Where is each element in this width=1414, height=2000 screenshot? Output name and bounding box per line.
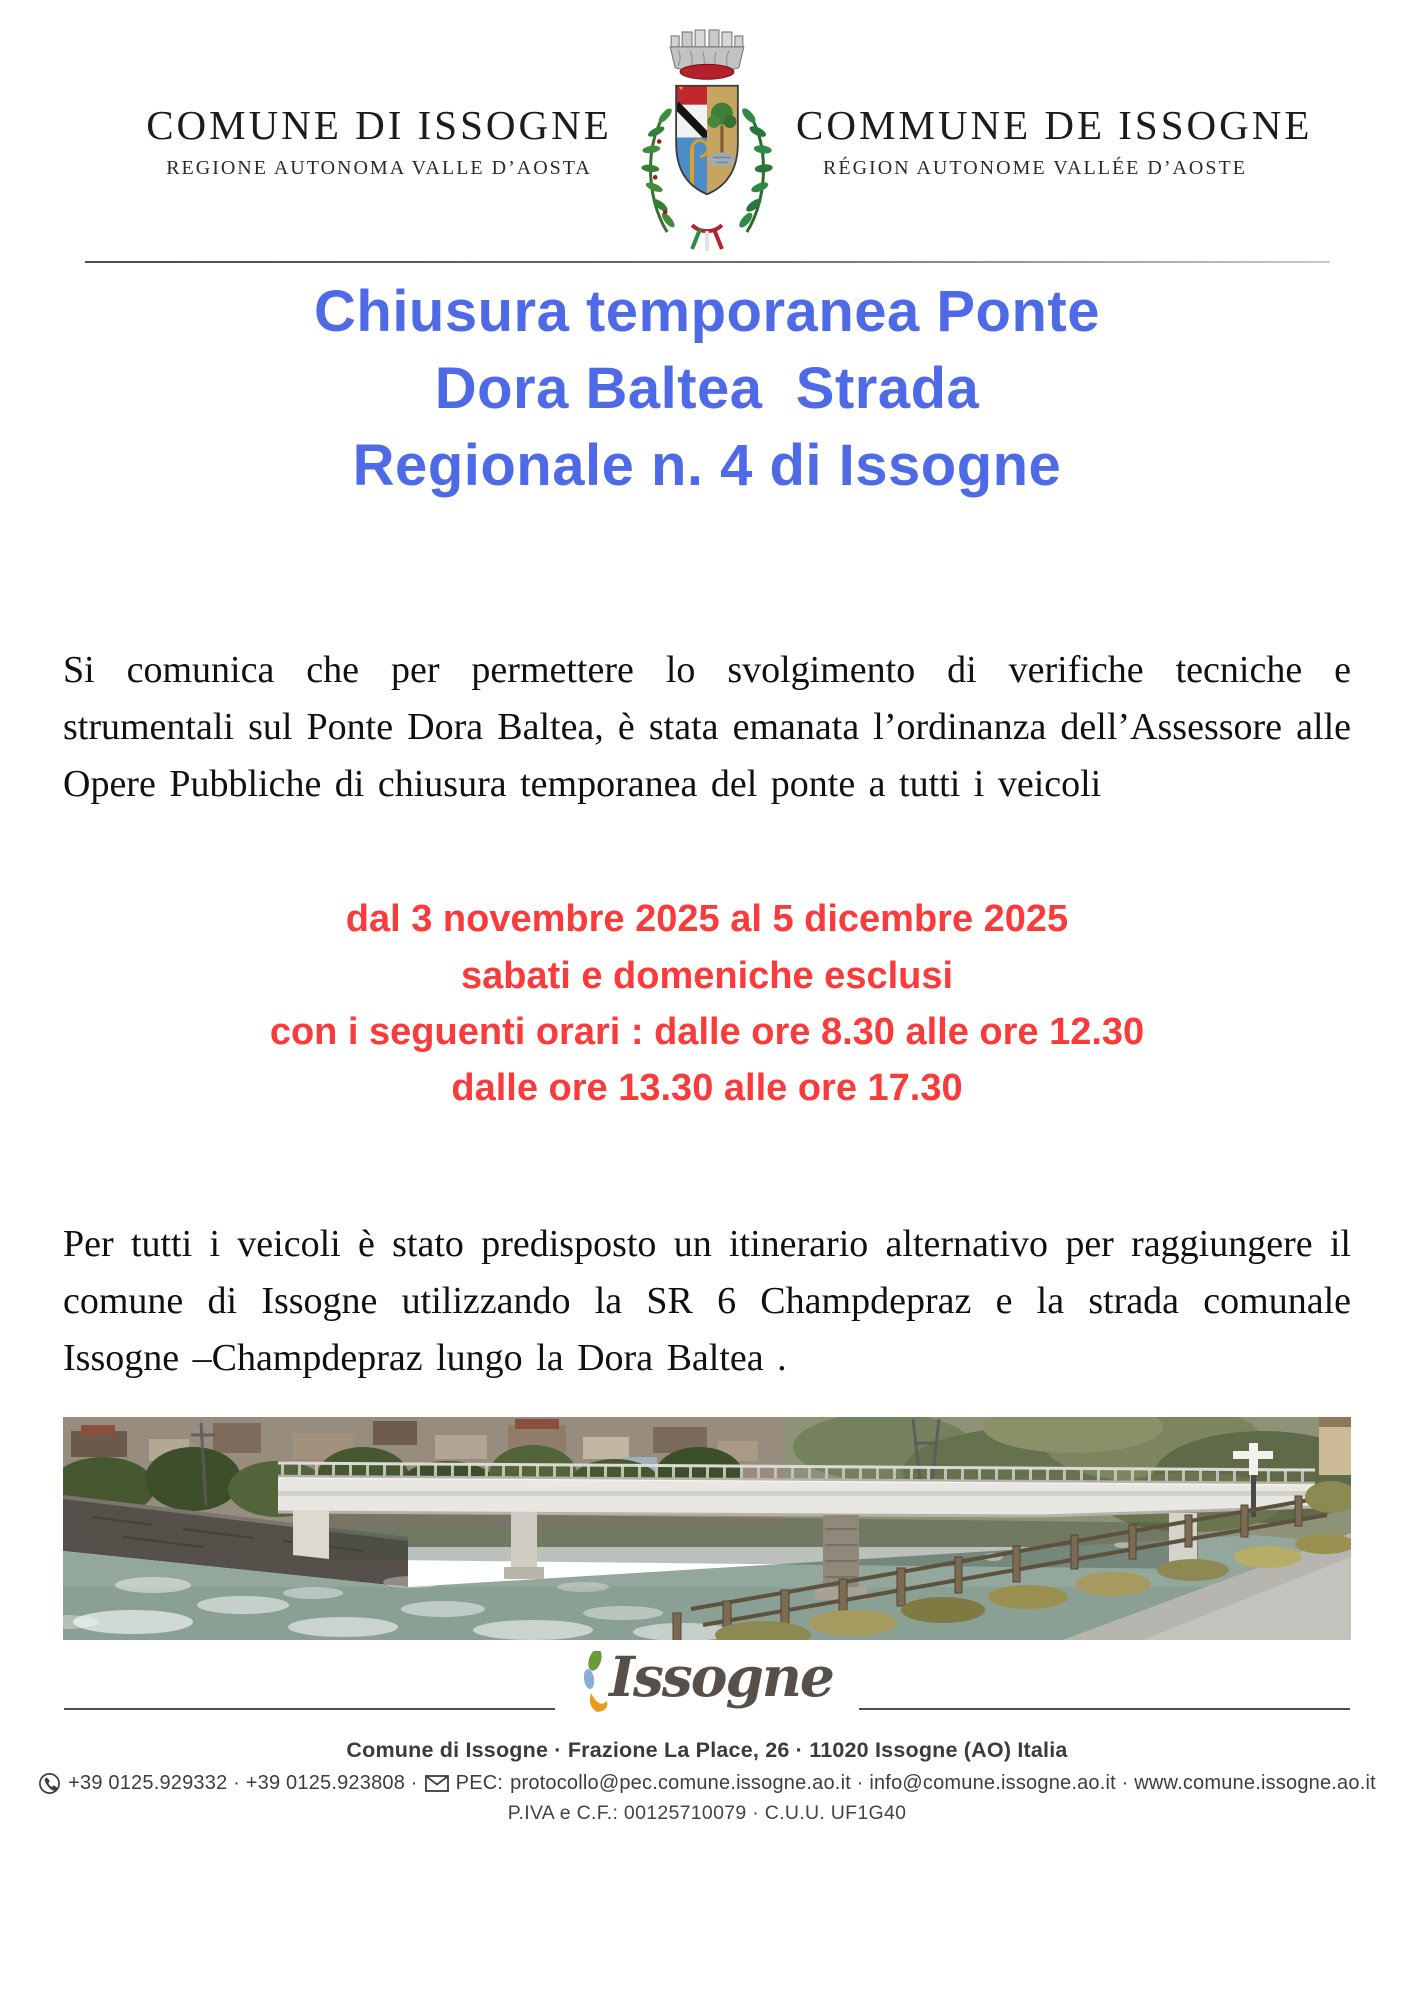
- region-subtitle-fr: RÉGION AUTONOME VALLÉE D’AOSTE: [823, 157, 1247, 179]
- commune-title-fr: COMMUNE DE ISSOGNE: [796, 102, 1313, 148]
- bridge-photo: [63, 1417, 1351, 1640]
- footer-logo-row: [0, 1646, 1414, 1730]
- header-italian-block: [140, 101, 618, 180]
- footer-fiscal-codes: P.IVA e C.F.: 00125710079 · C.U.U. UF1G40: [507, 1802, 907, 1825]
- footer-address: Comune di Issogne · Frazione La Place, 26 · 11020 Issogne (AO) Italia: [346, 1738, 1068, 1763]
- envelope-icon: [425, 1775, 449, 1792]
- footer-email-website: protocollo@pec.comune.issogne.ao.it · info@comune.issogne.ao.it · www.comune.issogne.ao.it: [510, 1772, 1376, 1795]
- schedule-exclusions: sabati e domeniche esclusi: [460, 954, 954, 997]
- closure-schedule: [0, 891, 1414, 1116]
- notice-paragraph-1: Si comunica che per permettere lo svolgimento di verifiche tecniche e strumentali sul Ponte Dora Baltea, è stata emanata l’ordinanza dell’Assessore alle Opere Pubbliche di chiusura temporanea del ponte a tutti i veicoli: [63, 649, 1351, 806]
- notice-paragraph-2: Per tutti i veicoli è stato predisposto un itinerario alternativo per raggiungere il comune di Issogne utilizzando la SR 6 Champdepraz e la strada comunale Issogne –Champdepraz lungo la Dora Baltea .: [63, 1223, 1351, 1380]
- notice-title-line-1: Chiusura temporanea Ponte: [314, 279, 1100, 344]
- schedule-dates: dal 3 novembre 2025 al 5 dicembre 2025: [345, 898, 1069, 941]
- header-french-block: [796, 101, 1313, 180]
- comune-title-it: COMUNE DI ISSOGNE: [146, 102, 612, 148]
- footer-contacts: [0, 1772, 1414, 1795]
- municipal-header: [0, 0, 1414, 255]
- footer-phones: +39 0125.929332 · +39 0125.923808 ·: [68, 1772, 418, 1795]
- coat-of-arms-icon: [632, 26, 782, 255]
- notice-title-line-2: Dora Baltea Strada: [434, 356, 980, 422]
- issogne-logo: [555, 1644, 859, 1727]
- issogne-logo-text: Issogne: [609, 1644, 833, 1710]
- schedule-hours-morning: con i seguenti orari : dalle ore 8.30 alle ore 12.30: [269, 1010, 1145, 1053]
- notice-title: [0, 273, 1414, 504]
- phone-icon: [38, 1772, 61, 1795]
- schedule-hours-afternoon: dalle ore 13.30 alle ore 17.30: [451, 1067, 963, 1110]
- notice-title-line-3: Regionale n. 4 di Issogne: [352, 433, 1062, 499]
- region-subtitle-it: REGIONE AUTONOMA VALLE D’AOSTA: [166, 157, 592, 179]
- footer-pec-label: PEC:: [455, 1772, 504, 1795]
- header-divider: [85, 261, 1330, 263]
